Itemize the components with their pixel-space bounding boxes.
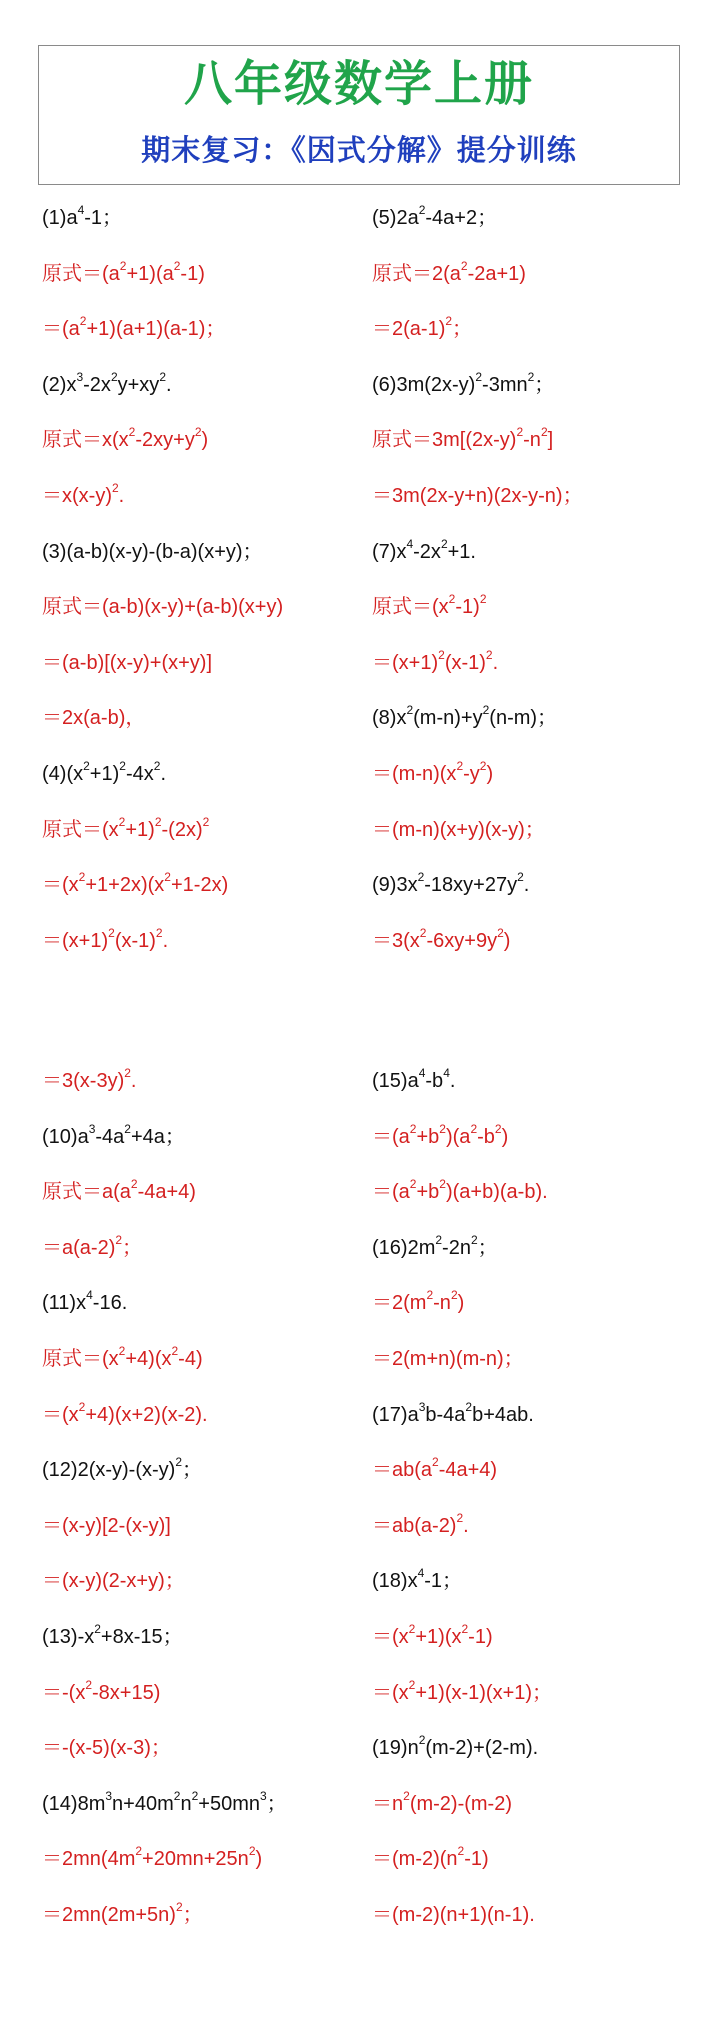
solution-line: $=-(x^2-8x+15)$: [42, 1678, 161, 1704]
solution-line: $=ab(a-2)^2$.: [372, 1511, 469, 1537]
solution-line: $=2mn(4m^2+20mn+25n^2)$: [42, 1844, 263, 1870]
problem-line: $(17)a^3b-4a^2b+4ab$.: [372, 1400, 534, 1426]
problem-line: $(16)2m^2-2n^2$；: [372, 1233, 498, 1259]
solution-line: 原式$=(x^2-1)^2$: [372, 592, 487, 618]
solution-line: ＝2(m+n)(m-n)；: [372, 1348, 524, 1370]
solution-line: ＝(m-n)(x+y)(x-y)；: [372, 819, 545, 841]
solution-line: $=n^2(m-2)-(m-2)$: [372, 1789, 512, 1815]
problem-line: $(13)-x^2+8x-15$；: [42, 1622, 183, 1648]
solution-line: $=3(x^2-6xy+9y^2)$: [372, 926, 511, 952]
solution-line: ＝(a-b)[(x-y)+(x+y)]: [42, 652, 212, 674]
solution-line: $=(x^2+4)(x+2)(x-2)$.: [42, 1400, 208, 1426]
problem-line: $(11)x^4-16$.: [42, 1288, 128, 1314]
solution-line: 原式＝(a-b)(x-y)+(a-b)(x+y): [42, 596, 284, 618]
problem-line: $(9)3x^2-18xy+27y^2$.: [372, 870, 530, 896]
solution-line: $=x(x-y)^2$.: [42, 481, 125, 507]
solution-line: $=(x^2+1+2x)(x^2+1-2x)$: [42, 870, 229, 896]
problem-line: $(19)n^2(m-2)+(2-m)$.: [372, 1733, 539, 1759]
solution-line: $=(m-2)(n^2-1)$: [372, 1844, 489, 1870]
problem-line: $(18)x^4-1$；: [372, 1566, 463, 1592]
problem-line: $(8)x^2(m-n)+y^2(n-m)$；: [372, 703, 558, 729]
solution-line: $=2mn(2m+5n)^2$；: [42, 1900, 203, 1926]
solution-line: 原式$=2(a^2-2a+1)$: [372, 259, 526, 285]
solution-line: $=(m-n)(x^2-y^2)$: [372, 759, 494, 785]
problem-line: $(5)2a^2-4a+2$；: [372, 203, 498, 229]
problem-line: $(14)8m^3n+40m^2n^2+50mn^3$；: [42, 1789, 287, 1815]
problem-line: (3)(a-b)(x-y)-(b-a)(x+y)；: [42, 541, 263, 563]
solution-line: ＝(x-y)(2-x+y)；: [42, 1570, 185, 1592]
problem-line: $(12)2(x-y)-(x-y)^2$；: [42, 1455, 202, 1481]
solution-line: $=(x^2+1)(x-1)(x+1)$；: [372, 1678, 553, 1704]
solution-line: ＝(m-2)(n+1)(n-1).: [372, 1904, 535, 1926]
solution-line: $=(a^2+b^2)(a+b)(a-b)$.: [372, 1177, 548, 1203]
solution-line: 原式$=(a^2+1)(a^2-1)$: [42, 259, 205, 285]
page-title: 八年级数学上册: [183, 56, 534, 112]
page-subtitle: 期末复习：《因式分解》提分训练: [141, 133, 577, 167]
solution-line: $=(a^2+1)(a+1)(a-1)$；: [42, 314, 226, 340]
solution-line: $=ab(a^2-4a+4)$: [372, 1455, 498, 1481]
solution-line: $=3(x-3y)^2$.: [42, 1066, 137, 1092]
solution-line: 原式$=x(x^2-2xy+y^2)$: [42, 425, 209, 451]
solution-line: ＝2x(a-b)，: [42, 707, 146, 729]
problem-line: $(6)3m(2x-y)^2-3mn^2$；: [372, 370, 555, 396]
solution-line: 原式$=(x^2+4)(x^2-4)$: [42, 1344, 203, 1370]
solution-line: 原式$=a(a^2-4a+4)$: [42, 1177, 196, 1203]
problem-line: $(10)a^3-4a^2+4a$；: [42, 1122, 185, 1148]
solution-line: 原式$=3m[(2x-y)^2-n^2]$: [372, 425, 554, 451]
problem-line: $(4)(x^2+1)^2-4x^2$.: [42, 759, 166, 785]
solution-line: $=(a^2+b^2)(a^2-b^2)$: [372, 1122, 509, 1148]
solution-line: ＝3m(2x-y+n)(2x-y-n)；: [372, 485, 583, 507]
solution-line: ＝(x-y)[2-(x-y)]: [42, 1515, 171, 1537]
solution-line: $=2(a-1)^2$；: [372, 314, 473, 340]
solution-line: $=(x^2+1)(x^2-1)$: [372, 1622, 493, 1648]
solution-line: 原式$=(x^2+1)^2-(2x)^2$: [42, 815, 210, 841]
problem-line: $(1)a^4-1$；: [42, 203, 123, 229]
solution-line: $=a(a-2)^2$；: [42, 1233, 143, 1259]
solution-line: ＝-(x-5)(x-3)；: [42, 1737, 171, 1759]
problem-line: $(2)x^3-2x^2y+xy^2$.: [42, 370, 172, 396]
problem-line: $(15)a^4-b^4$.: [372, 1066, 456, 1092]
solution-line: $=(x+1)^2(x-1)^2$.: [42, 926, 169, 952]
problem-line: $(7)x^4-2x^2+1$.: [372, 537, 476, 563]
title-box: [38, 45, 680, 185]
solution-line: $=2(m^2-n^2)$: [372, 1288, 465, 1314]
solution-line: $=(x+1)^2(x-1)^2$.: [372, 648, 499, 674]
